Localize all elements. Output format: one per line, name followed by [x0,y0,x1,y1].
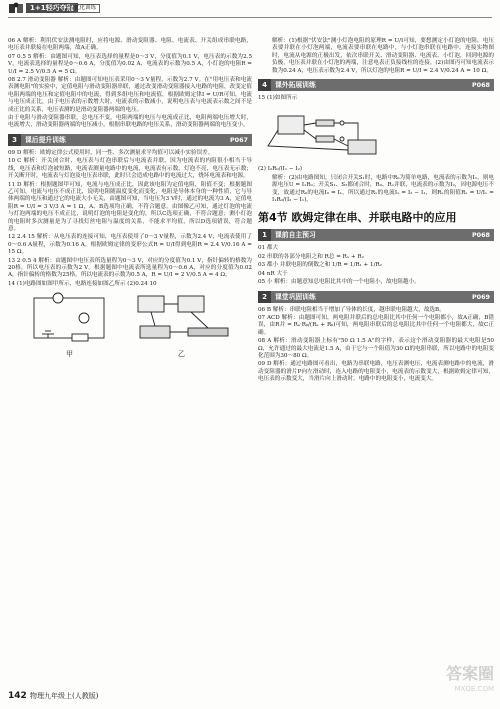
band-title: 课前自主预习 [275,231,316,240]
band-page-ref: P067 [229,135,248,144]
left-column [8,38,252,362]
answer-11: 11 D 解析：根据题图甲可知，电流与电压成正比，因此该电阻为定值电阻，阻值不变；根据题图乙可知，电流与电压不成正比，说明电阻随温度变化而变化，电阻是导体本身的一种性质，它与导体两端的电压和通过它的电流大小无关，由题图可知，当电压为3 V时，通过的电流为3 A，定值电阻R = U/I = 3 V/3 A = 1 Ω，A、B选项均正确，不符合题意。由图像乙可知，通过灯泡的电流与灯泡两端的电压不成正比，说明灯泡的电阻是变化的，所以C选项正确，不符合题意；测小灯泡的电阻时多次测量是为了寻找灯丝电阻与温度的关系，不能求平均值，所以D选项错误，符合题意。 [8,181,252,232]
page-number: 142 [8,691,27,701]
page-footer [8,689,492,703]
answer-06: 06 A 解析：利用伏安法测电阻时，应将电源、滑动变阻器、电阻、电流表、开关组成串联电路，电压表并联接在电阻两端，故A正确。 [8,38,252,52]
band-page-ref: P068 [471,231,490,240]
brand-sub-label: 优化训练 [70,4,100,13]
answer-09: 09 D 解析：欧姆定律公式使用时，同一性、多次测量求平均值可以减小实验误差。 [8,149,214,156]
answer-03: 03 都小 并联电阻的倒数之和 1/R = 1/R₁ + 1/R₂ [258,262,382,269]
answer-06b: 06 B 解析：串联电阻相当于增加了导体的长度，越串联电阻越大，故选B。 [258,306,445,313]
answer-12: 12 2.4 15 解析：从电压表的连接可知，电压表使用了0～3 V量程，示数为2.4 V，电流表使用了0～0.6 A量程，示数为0.16 A，根据欧姆定律的变形公式R = U/I得到电阻R = 2.4 V/0.16 A = 15 Ω。 [8,234,252,256]
answer-14-explain: 解析：(1)根据"伏安法"测小灯泡电阻的原理R = U/I可知，要想测定小灯泡的电阻，电压表要并联在小灯泡两端，电流表要串联在电路中，与小灯泡串联在电路中。连接实物图时，电流从电源的正极出发，依次串联开关、滑动变阻器、电流表、小灯泡，回到电源的负极，电压表并联在小灯泡的两端，注意电表正负接线柱的连接。(2)由图丙可知电流表示数为0.24 A，电压表示数为2.4 V，所以灯泡的电阻R = U/I = 2.4 V/0.24 A = 10 Ω。 [272,38,494,74]
page-header [0,0,500,16]
answer-13: 13 2 0.5 4 解析：由题图中电压表所选量程为0～3 V，对应的分度值为0.1 V，指针偏转的格数为20格，所以电压表的示数为2 V。根据题图中电流表所选量程为0～0.6 A，对应的分度值为0.02 A，指针偏转的格数为25格，所以电流表的示数为0.5 A，R = U/I = 2 V/0.5 A = 4 Ω。 [8,257,252,279]
section-band-extension [258,79,494,91]
band-number: 4 [258,79,271,91]
fig-label-jia: 甲 [66,350,73,359]
answer-08b: 08 A 解析：滑动变阻器上标有"50 Ω 1.5 A"的字样，表示这个滑动变阻器的最大电阻是50 Ω，允许通过的最大电流是1.5 A，由于它与一个阻值为30 Ω的电阻串联，所以电路中的电阻变化范围为30～80 Ω。 [258,338,494,359]
section-band-after-class [8,134,252,146]
answer-07: 07 0.5 5 解析：由题图可知，电压表选择的量程是0～3 V，分度值为0.1 V，电压表的示数为2.5 V，电流表选择的量程是0～0.6 A，分度值为0.02 A，电流表的示数为0.5 A，小灯泡的电阻R = U/I = 2.5 V/0.5 A = 5 Ω。 [8,53,252,75]
answer-08: 08 2.7 滑动变阻器 解析：由题图可知电压表采用0～3 V量程，示数为2.7 V。在"用电压表和电流表测电阻"的实验中，定值电阻与滑动变阻器串联，通过改变滑动变阻器接入电路的电阻，改变定值电阻两端的电压和定值电阻中的电流，得到多组电压和电流值，根据欧姆定律I = U/R可知，电流与电压成正比，由于电压表的示数增大时，电流表的示数减小，说明电压表与电流表示数之间不是成正比的关系，电压表测的是滑动变阻器两端的电压。 [8,77,252,113]
circuit-diagram-jia [34,293,104,341]
answer-15: 15 (1)如图所示 [258,95,298,102]
answer-15-result: (2) I₂R₀/(I₁ − I₂) [258,166,303,173]
circuit-diagram-yi [138,296,228,338]
answer-04: 04 nR 大于 [258,270,288,277]
right-column [258,38,494,385]
band-title: 课外拓展训练 [275,81,316,90]
band-number: 2 [258,291,271,303]
circuit-diagrams-14 [28,290,248,360]
circuit-diagram-15 [258,106,408,162]
band-title: 课后提升训练 [25,135,66,144]
answer-10: 10 C 解析：开关闭合时，电压表与灯泡串联后与电流表并联，因为电流表的内阻很小相当于导线，电压表和灯泡被短路，电流表测量电路中的电流，电流表有示数，灯泡不亮，电压表无示数；开关断开时，电流表与灯泡及电压表串联，此时只会造成电路中的电流过大，烧坏电流表和电源。 [8,158,252,180]
band-page-ref: P068 [471,81,490,90]
answer-15-explain: 解析：(2)由电路图知，只闭合开关S₁时，电路中R₀为简单电路，电流表的示数为I₁，则电源电压U = I₁R₀；开关S₁、S₂都闭合时，R₀、Rₓ并联，电流表的示数为I₂，因电源电压不变，故通过R₀的电流I₀ = I₁，所以通过Rₓ的电流Iₓ = I₂ − I₁，则Rₓ的阻值Rₓ = U/Iₓ = I₁R₀/(I₂ − I₁)。 [272,174,494,204]
answer-07b: 07 ACD 解析：由题图可知，两电阻并联后的总电阻比其中任何一个电阻都小，故A正确，B错误，由R并 = Rₐ·Rᵦ/(Rₐ + Rᵦ)可知，两电阻串联后的总电阻比其中任何一个电阻都大，故C正确。 [258,314,494,336]
answer-02: 02 串联的各部分电阻之和 R总 = R₁ + R₂ [258,253,364,260]
answer-08-cont: 由于电阻与滑动变阻器串联，总电压不变，电阻两端的电压与电流成正比，电阻两端电压增大时，电流增大，滑动变阻器两端的电压减小，根据串联电路的电压关系，滑动变阻器两端的电压变小。 [8,115,252,129]
section-band-consolidation [258,291,494,303]
footer-book-title: 物理九年级上(人教版) [30,692,99,700]
section-title: 第4节 欧姆定律在串、并联电路中的应用 [258,211,457,225]
brand-label: 1+1轻巧夺冠 [26,3,78,13]
header-divider [8,17,492,18]
answer-05: 05 小 解析：由题意知总电阻比其中的一个电阻小，故电阻越小。 [258,279,420,286]
fig-label-yi: 乙 [178,350,185,359]
section-band-preview [258,229,494,241]
book-logo-icon [8,2,24,15]
watermark-main: 答案圈 [445,664,494,683]
answer-01: 01 都大 [258,245,279,252]
band-number: 1 [258,229,271,241]
answer-09b: 09 D 解析：通过电路图可看出，电路为串联电路，电压表测电压，电流表测电路中的电流，滑动变阻器的滑片P向左滑动时，连入电路的电阻变小，电流表的示数变大，根据欧姆定律可知，电压表的示数变大，当滑片向上滑动时，电路中的电阻变小，电流变大。 [258,361,494,383]
watermark-sub: MXQE.COM [454,685,494,693]
band-number: 3 [8,134,21,146]
band-title: 课堂巩固训练 [275,292,316,301]
answer-14: 14 (1)电路图如图甲所示，电路连接如图乙所示 (2)0.24 10 [8,280,157,287]
band-page-ref: P069 [471,292,490,301]
